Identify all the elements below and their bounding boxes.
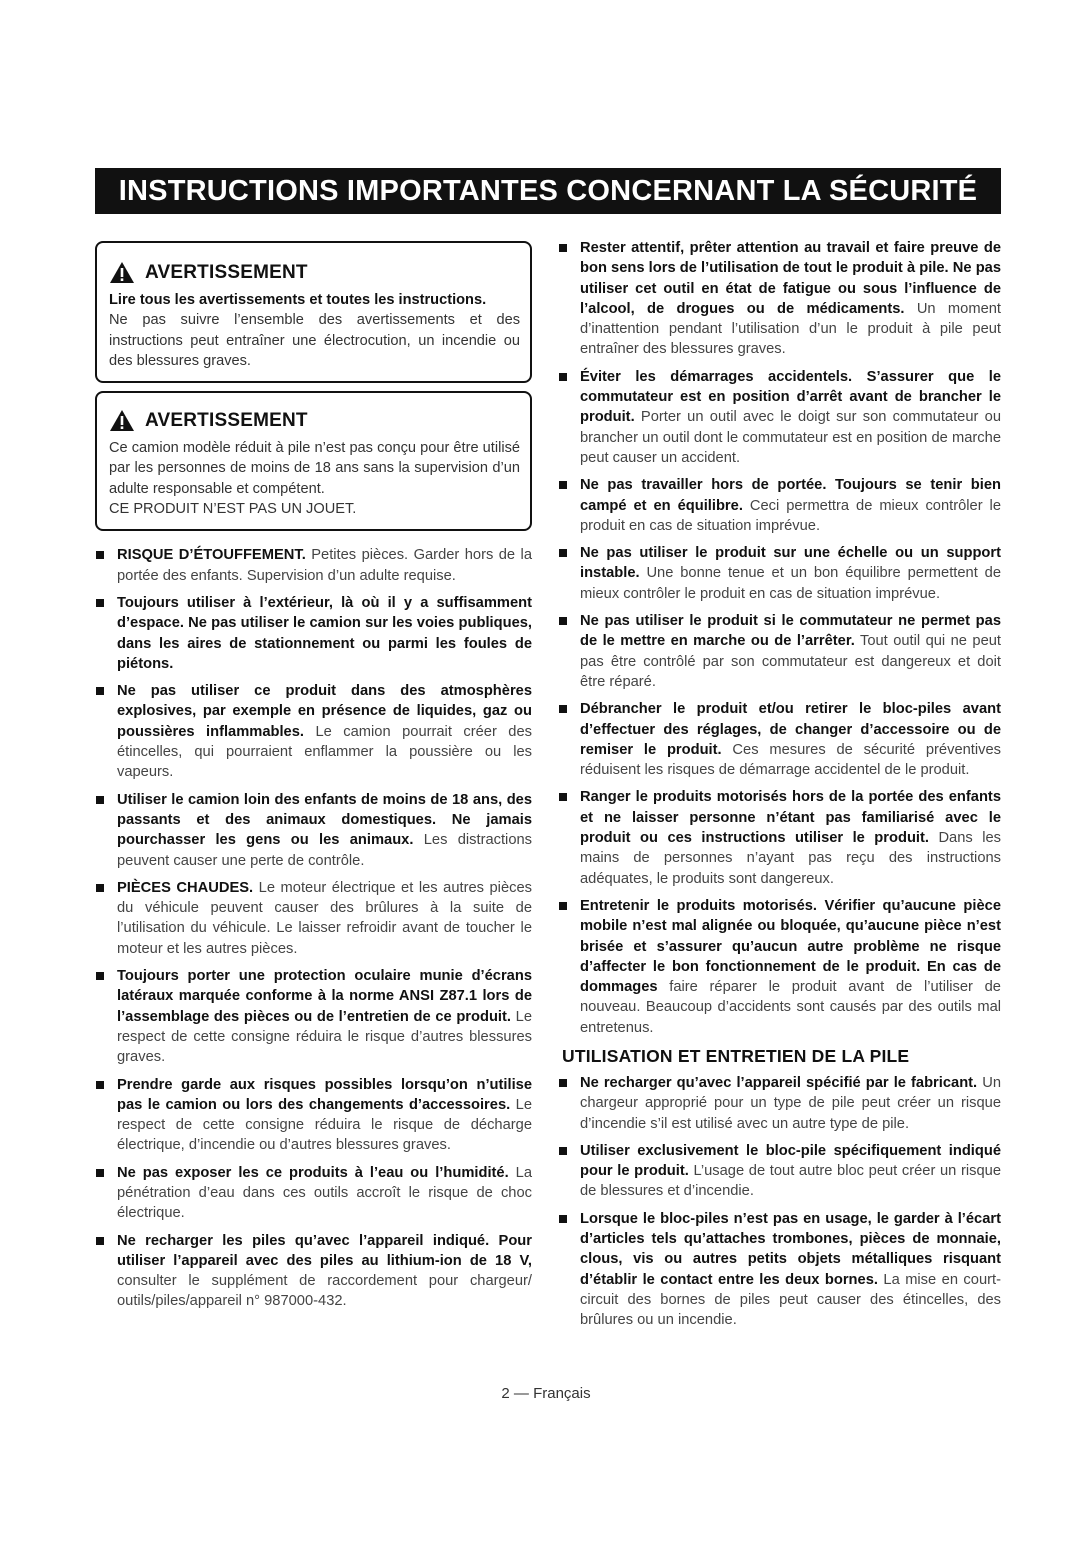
list-item (95, 790, 532, 871)
item-bold-text: Lorsque le bloc-piles n’est pas en usage, le garder à l’écart d’articles tels qu’attaches trombones, pièces de monnaie, clous, vis ou autres petits objets métalliques risquant d’établir le contact entre les deux bornes. (580, 1210, 1001, 1288)
warning-text-notice: CE PRODUIT N’EST PAS UN JOUET. (109, 501, 357, 518)
warning-header (109, 261, 520, 284)
item-text: Le respect de cette consigne réduira le risque d’autres blessures graves. (117, 1008, 532, 1066)
item-bold-text: Ranger le produits motorisés hors de la portée des enfants et ne laisser personne n’étant pas familiarisé avec le produit ou ces instructions utiliser le produit. (580, 789, 1001, 847)
item-bold-text: Utiliser le camion loin des enfants de moins de 18 ans, des passants et des animaux domestiques. Ne jamais pourchasser les gens ou les animaux. (117, 791, 532, 849)
list-item (558, 1141, 1001, 1202)
right-column (558, 238, 1001, 1338)
item-text: Ces mesures de sécurité préventives réduisent les risques de démarrage accidentel de le produit. (580, 741, 1001, 779)
item-bold-text: PIÈCES CHAUDES. (117, 879, 254, 896)
item-text: Une bonne tenue et un bon équilibre permettent de mieux contrôler le produit en cas de situation imprévue. (580, 565, 1001, 602)
bullet-icon (96, 599, 104, 607)
item-text: Porter un outil avec le doigt sur son commutateur ou brancher un outil dont le commutateur est en position de marche peut causer un accident. (580, 409, 1001, 466)
bullet-icon (96, 796, 104, 804)
left-safety-list (95, 545, 532, 1311)
list-item (95, 878, 532, 959)
list-item (558, 1209, 1001, 1331)
list-item (558, 475, 1001, 536)
list-item (558, 543, 1001, 604)
list-item (558, 896, 1001, 1038)
item-bold-text: Toujours utiliser à l’extérieur, là où il y a suffisamment d’espace. Ne pas utiliser le camion sur les voies publiques, dans les aires de stationnement ou parmi les foules de piétons. (117, 594, 532, 672)
item-text: Un chargeur approprié pour un type de pile peut créer un risque d’incendie s’il est utilisé avec un autre type de pile. (580, 1074, 1001, 1132)
warning-box-1 (95, 241, 532, 383)
warning-text: Ce camion modèle réduit à pile n’est pas conçu pour être utilisé par les personnes de moins de 18 ans sans la supervision d’un adulte responsable et compétent. (109, 440, 520, 497)
warning-triangle-icon (109, 261, 135, 284)
item-bold-text: Débrancher le produit et/ou retirer le bloc-piles avant d’effectuer des réglages, de changer d’accessoire ou de remiser le produit. (580, 701, 1001, 758)
list-item (558, 1073, 1001, 1134)
warning-text: Ne pas suivre l’ensemble des avertissements et des instructions peut entraîner une électrocution, un incendie ou des blessures graves. (109, 312, 520, 369)
item-text: L’usage de tout autre bloc peut créer un risque de blessures et d’incendie. (580, 1163, 1001, 1200)
left-column (95, 241, 532, 1319)
bullet-icon (96, 884, 104, 892)
item-text: La pénétration d’eau dans ces outils accroît le risque de choc électrique. (117, 1164, 532, 1222)
warning-lead: Lire tous les avertissements et toutes les instructions. (109, 292, 487, 308)
item-bold-text: Ne pas travailler hors de portée. Toujours se tenir bien campé et en équilibre. (580, 477, 1001, 514)
list-item (558, 611, 1001, 692)
item-bold-text: Ne recharger qu’avec l’appareil spécifié par le fabricant. (580, 1074, 978, 1091)
bullet-icon (559, 1079, 567, 1087)
item-bold-text: Entretenir le produits motorisés. Vérifier qu’aucune pièce mobile n’est mal alignée ou bloquée, qu’aucune pièce n’est brisée et s’assurer qu’aucun autre problème ne risque d’affecter le bon fonctionnement de le produit. En cas de dommages (580, 897, 1001, 996)
bullet-icon (559, 549, 567, 557)
item-bold-text: Prendre garde aux risques possibles lorsqu’on n’utilise pas le camion ou lors des changements d’accessoires. (117, 1076, 532, 1113)
bullet-icon (96, 551, 104, 559)
bullet-icon (559, 1147, 567, 1155)
list-item (95, 545, 532, 586)
bullet-icon (96, 1237, 104, 1245)
battery-safety-list (558, 1073, 1001, 1331)
warning-box-2 (95, 391, 532, 531)
list-item (95, 1163, 532, 1224)
item-bold-text: Utiliser exclusivement le bloc-pile spécifiquement indiqué pour le produit. (580, 1142, 1001, 1180)
list-item (95, 593, 532, 674)
bullet-icon (559, 617, 567, 625)
item-bold-text: Ne pas utiliser ce produit dans des atmosphères explosives, par exemple en présence de liquides, gaz ou poussières inflammables. (117, 683, 532, 740)
item-text: Petites pièces. Garder hors de la portée des enfants. Supervision d’un adulte requise. (117, 547, 532, 584)
item-bold-text: Rester attentif, prêter attention au travail et faire preuve de bon sens lors de l’utilisation de tout le produit à pile. Ne pas utiliser cet outil en état de fatigue ou sous l’influence de l’alcool, de drogues ou de médicaments. (580, 240, 1001, 317)
bullet-icon (559, 1215, 567, 1223)
bullet-icon (96, 972, 104, 980)
bullet-icon (559, 793, 567, 801)
list-item (95, 966, 532, 1067)
item-text: faire réparer le produit avant de l’utiliser de nouveau. Beaucoup d’accidents sont causés par des outils mal entretenus. (580, 979, 1001, 1036)
list-item (558, 238, 1001, 360)
list-item (95, 1075, 532, 1156)
bullet-icon (559, 373, 567, 381)
item-text: Le respect de cette consigne réduira le risque de décharge électrique, d’incendie ou d’autres blessures graves. (117, 1096, 532, 1154)
item-bold-text: Éviter les démarrages accidentels. S’assurer que le commutateur est en position d’arrêt avant de brancher le produit. (580, 368, 1001, 426)
bullet-icon (96, 1169, 104, 1177)
right-safety-list (558, 238, 1001, 1038)
item-text: consulter le supplément de raccordement pour chargeur/ outils/piles/appareil n° 987000-432. (117, 1273, 532, 1310)
item-bold-text: RISQUE D’ÉTOUFFEMENT. (117, 547, 306, 564)
bullet-icon (559, 244, 567, 252)
bullet-icon (96, 687, 104, 695)
item-bold-text: Ne pas utiliser le produit si le commutateur ne permet pas de le mettre en marche ou de l’arrêter. (580, 613, 1001, 650)
item-text: La mise en court-circuit des bornes de piles peut causer des étincelles, des brûlures ou un incendie. (580, 1271, 1001, 1329)
page-title: INSTRUCTIONS IMPORTANTES CONCERNANT LA SÉCURITÉ (95, 168, 1001, 214)
bullet-icon (559, 902, 567, 910)
warning-title: AVERTISSEMENT (145, 261, 308, 283)
list-item (558, 367, 1001, 468)
item-bold-text: Ne pas utiliser le produit sur une échelle ou un support instable. (580, 545, 1001, 582)
item-text: Le camion pourrait créer des étincelles, qui pourraient enflammer la poussière ou les vapeurs. (117, 723, 532, 781)
list-item (558, 787, 1001, 888)
warning-triangle-icon (109, 409, 135, 432)
item-text: Dans les mains de personnes n’ayant pas reçu des instructions adéquates, le produits sont dangereux. (580, 830, 1001, 887)
item-text: Tout outil qui ne peut pas être contrôlé par son commutateur est dangereux et doit être réparé. (580, 633, 1001, 690)
bullet-icon (96, 1081, 104, 1089)
item-text: Les distractions peuvent causer une perte de contrôle. (117, 832, 533, 869)
bullet-icon (559, 705, 567, 713)
item-text: Ceci permettra de mieux contrôler le produit en cas de situation imprévue. (580, 497, 1001, 534)
bullet-icon (559, 481, 567, 489)
list-item (558, 699, 1001, 780)
warning-title: AVERTISSEMENT (145, 409, 308, 431)
item-text: Le moteur électrique et les autres pièces du véhicule peuvent causer des brûlures à la suite de l’utilisation du véhicule. Le laisser refroidir avant de toucher le moteur et les autres pièces. (117, 879, 532, 957)
item-bold-text: Ne pas exposer les ce produits à l’eau ou l’humidité. (117, 1164, 509, 1181)
list-item (95, 1231, 532, 1312)
list-item (95, 681, 532, 782)
warning-header (109, 409, 520, 432)
page-footer: 2 — Français (501, 1385, 591, 1402)
item-text: Un moment d’inattention pendant l’utilisation d’un le produit à pile peut entraîner des blessures graves. (580, 300, 1001, 358)
item-bold-text: Ne recharger les piles qu’avec l’appareil indiqué. Pour utiliser l’appareil avec des piles au lithium-ion de 18 V, (117, 1232, 532, 1269)
item-bold-text: Toujours porter une protection oculaire munie d’écrans latéraux marquée conforme à la norme ANSI Z87.1 lors de l’assemblage des pièces ou de l’entretien de ce produit. (117, 968, 532, 1025)
section-heading: UTILISATION ET ENTRETIEN DE LA PILE (562, 1045, 910, 1066)
